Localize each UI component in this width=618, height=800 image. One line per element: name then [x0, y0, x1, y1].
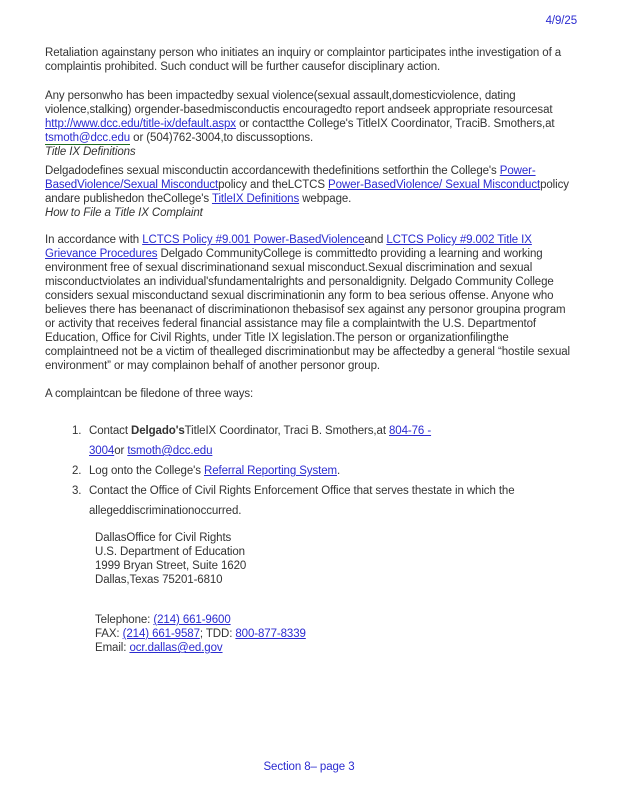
text-run: policy and theLCTCS: [218, 179, 329, 191]
list-item-text: [89, 421, 577, 461]
text-run: Any personwho has been impactedby sexual violence(sexual assault,domesticviolence, dating violence,stalking) orgender-basedmisconductis encouragedto report andseek appropriate resourcesat: [45, 90, 553, 116]
text-run: and: [364, 234, 387, 246]
text-run: Delgado's: [131, 425, 185, 437]
text-line: [95, 627, 577, 641]
complaint-options-list: [72, 421, 577, 521]
referral-reporting-system-link[interactable]: Referral Reporting System: [203, 465, 337, 477]
list-item: [72, 481, 577, 521]
ocr-email-link[interactable]: ocr.dallas@ed.gov: [129, 642, 223, 654]
list-item: [72, 421, 577, 461]
college-power-based-violence-policy-link[interactable]: Power-BasedViolence/Sexual Misconduct: [45, 165, 536, 191]
coordinator-email-link[interactable]: tsmoth@dcc.edu: [45, 132, 131, 144]
title-ix-definitions-link[interactable]: TitleIX Definitions: [211, 193, 300, 205]
list-item-number: 3.: [72, 485, 82, 497]
text-run: Contact the Office of Civil Rights Enforcement Office that serves thestate in which the allegeddiscriminationoccurred.: [89, 485, 515, 517]
lctcs-policy-9002-link[interactable]: LCTCS Policy #9.002 Title IX Grievance Procedures: [45, 234, 532, 260]
date-label: 4/9/25: [545, 15, 577, 27]
page-footer: Section 8– page 3: [263, 761, 355, 773]
coordinator-email-link-2[interactable]: tsmoth@dcc.edu: [127, 445, 213, 457]
text-run: Log onto the College's: [89, 465, 204, 477]
coordinator-phone-link[interactable]: 804-76 -: [389, 425, 432, 437]
text-line: [95, 641, 577, 655]
text-run: .: [336, 465, 341, 477]
ocr-address-block: [95, 531, 577, 587]
text-run: In accordance with: [45, 234, 143, 246]
paragraph-retaliation: Retaliation againstany person who initiates an inquiry or complaintor participates inthe investigation of a complaintis prohibited. Such conduct will be further causefor disciplinary action.: [45, 47, 562, 73]
text-line: 1999 Bryan Street, Suite 1620: [95, 560, 247, 572]
text-run: TitleIX Coordinator, Traci B. Smothers,at: [184, 425, 390, 437]
text-run: ; TDD:: [199, 628, 236, 640]
heading-how-to-file: How to File a Title IX Complaint: [45, 207, 203, 219]
coordinator-phone-link-continued[interactable]: 3004: [89, 445, 115, 457]
text-line: [95, 613, 577, 627]
ocr-tdd-link[interactable]: 800-877-8339: [235, 628, 306, 640]
heading-title-ix-definitions: Title IX Definitions: [45, 146, 136, 158]
paragraph-definitions: [45, 164, 577, 206]
paragraph-filing-policy: [45, 233, 577, 373]
list-item: [72, 461, 577, 481]
list-item-number: 2.: [72, 465, 82, 477]
text-run: Contact: [89, 425, 132, 437]
paragraph-reporting: [45, 89, 577, 145]
list-item-text: [89, 481, 577, 521]
text-line: DallasOffice for Civil Rights: [95, 532, 232, 544]
paragraph-three-ways-intro: A complaintcan be filedone of three ways:: [45, 388, 254, 400]
text-run: Email:: [95, 642, 130, 654]
lctcs-power-based-violence-policy-link[interactable]: Power-BasedViolence/ Sexual Misconduct: [328, 179, 541, 191]
title-ix-url-link[interactable]: http://www.dcc.edu/title-ix/default.aspx: [45, 118, 236, 130]
text-run: Telephone:: [95, 614, 154, 626]
list-item-number: 1.: [72, 425, 82, 437]
text-run: policy andare publishedon theCollege's: [45, 179, 569, 205]
ocr-telephone-link[interactable]: (214) 661-9600: [153, 614, 231, 626]
text-line: U.S. Department of Education: [95, 546, 245, 558]
text-run: Delgado CommunityCollege is committedto providing a learning and working environment free of sexual discriminationand sexual misconduct.Sexual discrimination and sexual misconductviolates an individual'sfundamentalrights and personaldignity. Delgado Community College considers sexual misconductand sexual discriminationin any form to bea serious offense. Anyone who believes there has beenanact of discriminationon thebasisof sex against any personor groupina program or activity that receives federal financial assistance may file a complaintwith the U.S. Departmentof Education, Office for Civil Rights, under Title IX legislation.The person or organizationfilingthe complaintneed not be a victim of thealleged discriminationbut may be affectedby a general “hostile sexual environment” or may complainon behalf of another personor group.: [45, 248, 570, 372]
ocr-fax-link[interactable]: (214) 661-9587: [122, 628, 200, 640]
text-run: or: [114, 445, 128, 457]
text-run: or contactthe College's TitleIX Coordinator, TraciB. Smothers,at: [235, 118, 555, 130]
text-run: webpage.: [299, 193, 352, 205]
text-line: Dallas,Texas 75201-6810: [95, 574, 223, 586]
text-run: FAX:: [95, 628, 123, 640]
text-run: or (504)762-3004,to discussoptions.: [130, 132, 314, 144]
lctcs-policy-9001-link[interactable]: LCTCS Policy #9.001 Power-BasedViolence: [142, 234, 365, 246]
text-run: Delgadodefines sexual misconductin accordancewith thedefinitions setforthin the College's: [45, 165, 500, 177]
list-item-text: [89, 461, 577, 481]
ocr-contact-block: [95, 613, 577, 655]
